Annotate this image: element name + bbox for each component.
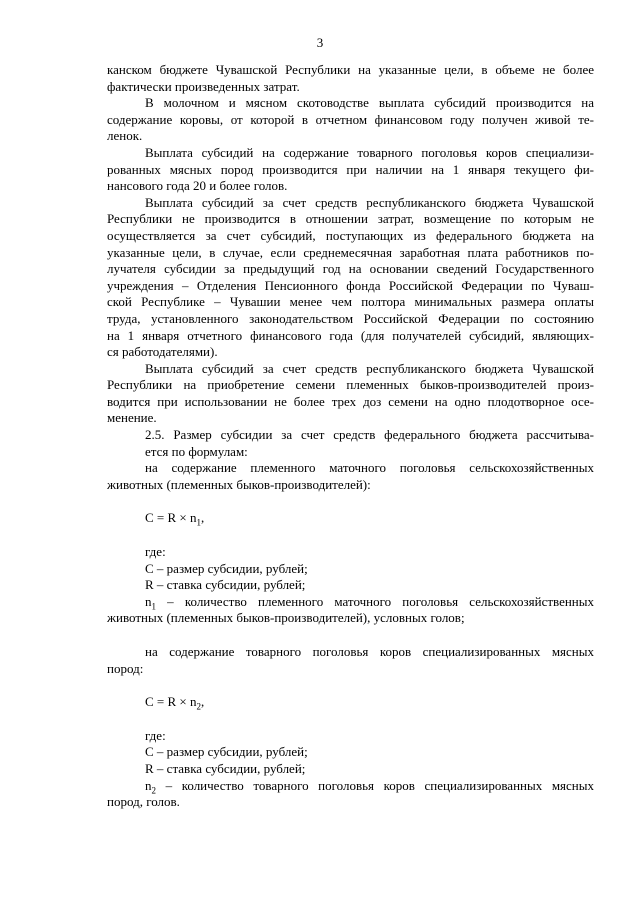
text-line: рованных мясных пород производится при наличии на 1 января текущего фи- <box>107 161 594 177</box>
legend-n-text: – количество товарного поголовья коров специализированных мясных <box>156 777 594 793</box>
legend-n-symbol: n <box>145 777 152 793</box>
text-line: пород: <box>107 660 144 676</box>
paragraph-semen-purchase <box>107 361 594 427</box>
page-number: 3 <box>316 35 324 50</box>
paragraph-breeding-stock <box>107 460 594 493</box>
legend-n-line <box>107 594 594 611</box>
legend-n-subscript: 1 <box>151 601 156 612</box>
text-line: содержание коровы, от которой в отчетном финансовом году получен живой те- <box>107 111 594 127</box>
text-line: В молочном и мясном скотоводстве выплата субсидий производится на <box>145 95 594 111</box>
text-line: 2.5. Размер субсидии за счет средств федерального бюджета рассчитыва- <box>145 427 594 443</box>
text-line: на 1 января отчетного финансового года (для получателей субсидий, являющих- <box>107 327 594 343</box>
paragraph-dairy-beef <box>107 95 594 145</box>
legend-n-continuation: животных (племенных быков-производителей), условных голов; <box>107 610 465 626</box>
text-line: указанные цели, в случае, если среднемесячная заработная плата работников по- <box>107 244 594 260</box>
text-line: ленок. <box>107 128 143 144</box>
text-line: Выплата субсидий на содержание товарного поголовья коров специализи- <box>145 144 594 160</box>
text-line: нансового года 20 и более голов. <box>107 178 288 194</box>
text-line: Выплата субсидий за счет средств республиканского бюджета Чувашской <box>145 360 594 376</box>
formula-1-tail: , <box>201 510 205 526</box>
text-line: на содержание племенного маточного поголовья сельскохозяйственных <box>145 460 594 476</box>
legend-r: R – ставка субсидии, рублей; <box>145 577 306 593</box>
text-line: водится при использовании не более трех доз семени на одно плодотворное осе- <box>107 393 594 409</box>
text-line: труда, установленного законодательством Российской Федерации по состоянию <box>107 310 594 326</box>
text-line: Выплата субсидий за счет средств республиканского бюджета Чувашской <box>145 194 594 210</box>
legend-where: где: <box>145 544 166 560</box>
formula-2-tail: , <box>201 694 205 710</box>
text-line: менение. <box>107 410 157 426</box>
legend-c: C – размер субсидии, рублей; <box>145 744 308 760</box>
text-line: осуществляется за счет субсидий, поступающих из федерального бюджета на <box>107 227 594 243</box>
paragraph-commercial-herd <box>107 145 594 195</box>
formula-1 <box>107 510 594 527</box>
text-line: фактически произведенных затрат. <box>107 78 300 94</box>
legend-n-symbol: n <box>145 593 152 609</box>
formula-1-legend <box>107 544 594 627</box>
legend-n-line <box>107 778 594 795</box>
paragraph-section-2-5 <box>107 427 594 460</box>
formula-1-subscript: 1 <box>196 518 202 529</box>
text-line: ской Республике – Чувашии менее чем полтора минимальных размера оплаты <box>107 294 594 310</box>
legend-c: C – размер субсидии, рублей; <box>145 560 308 576</box>
text-line: животных (племенных быков-производителей): <box>107 476 371 492</box>
legend-n-continuation: пород, голов. <box>107 794 180 810</box>
formula-1-expression: C = R × n <box>145 510 197 526</box>
formula-2-expression: C = R × n <box>145 694 197 710</box>
formula-2 <box>107 694 594 711</box>
text-line: ся работодателями). <box>107 344 218 360</box>
paragraph-meat-breeds <box>107 644 594 677</box>
paragraph-wage-condition <box>107 195 594 361</box>
text-line: на содержание товарного поголовья коров специализированных мясных <box>145 644 594 659</box>
formula-2-subscript: 2 <box>196 701 202 712</box>
text-line: Республики не производится в отношении затрат, возмещение по которым не <box>107 211 594 227</box>
legend-r: R – ставка субсидии, рублей; <box>145 760 306 776</box>
text-line: учреждения – Отделения Пенсионного фонда Российской Федерации по Чуваш- <box>107 277 594 293</box>
formula-2-legend <box>107 728 594 811</box>
legend-n-subscript: 2 <box>151 785 156 796</box>
text-line: канском бюджете Чувашской Республики на указанные цели, в объеме не более <box>107 62 594 77</box>
document-body <box>107 62 594 811</box>
text-line: ется по формулам: <box>145 443 248 459</box>
legend-n-text: – количество племенного маточного поголовья сельскохозяйственных <box>156 593 594 609</box>
text-line: Республики на приобретение семени племенных быков-производителей произ- <box>107 377 594 393</box>
legend-where: где: <box>145 727 166 743</box>
text-line: лучателя субсидии за предыдущий год на основании сведений Государственного <box>107 261 594 277</box>
paragraph-budget-continuation <box>107 62 594 95</box>
